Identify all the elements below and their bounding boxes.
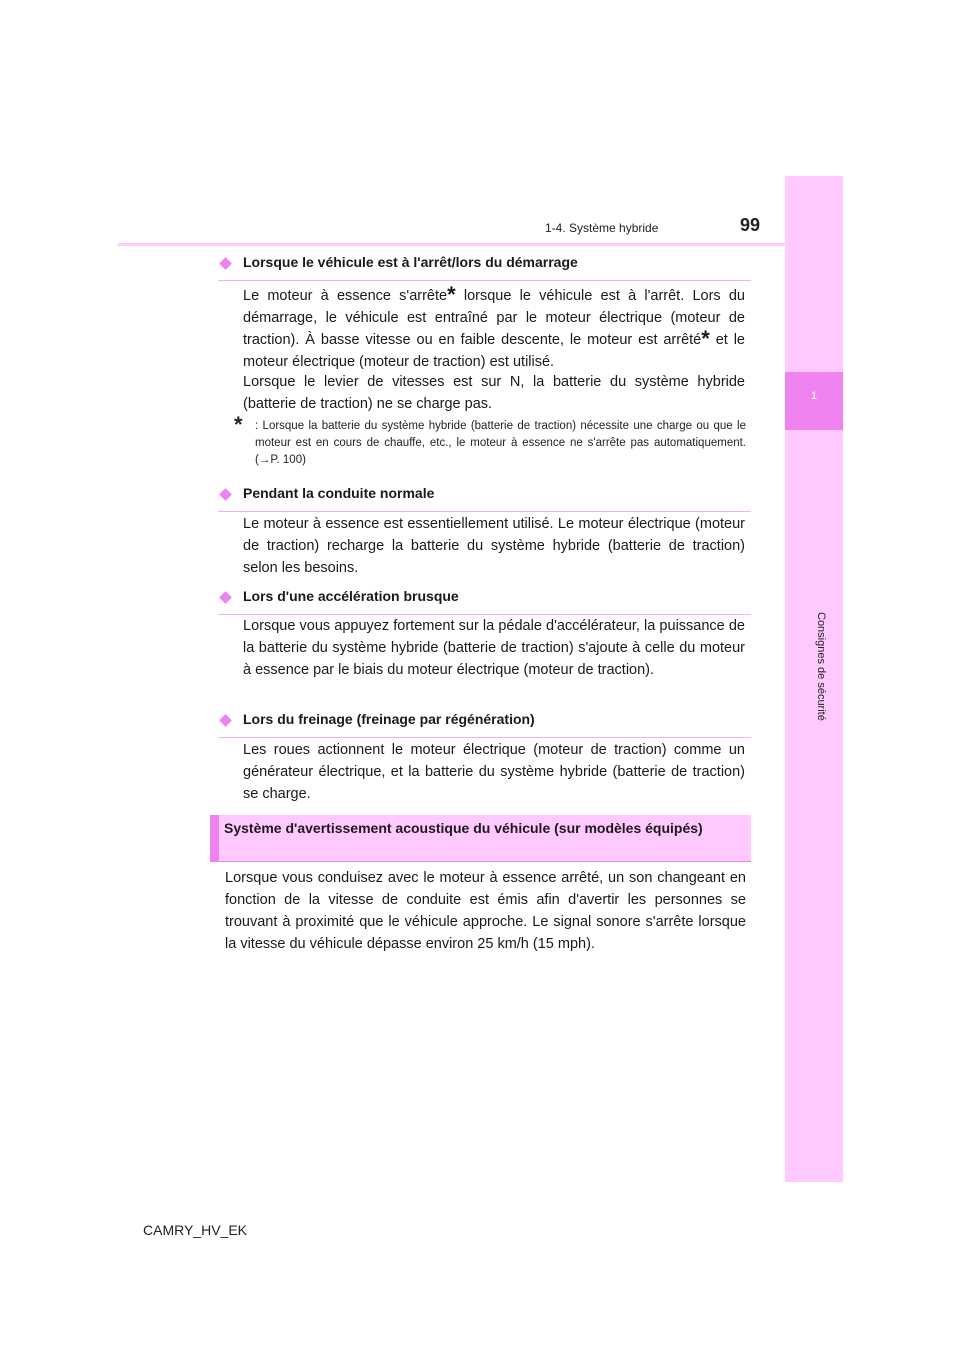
chapter-title: Consignes de sécurité xyxy=(815,612,827,721)
running-header: 1-4. Système hybride xyxy=(545,221,659,235)
paragraph-stop-start-2: Lorsque le levier de vitesses est sur N, la batterie du système hybride (batterie de traction) ne se charge pas. xyxy=(243,374,745,412)
footnote-star-icon: * xyxy=(234,412,243,437)
subsection-heading-braking xyxy=(218,711,751,738)
subsection-heading-normal-driving xyxy=(218,485,751,512)
subsection-heading-stop-start xyxy=(218,254,751,281)
footnote xyxy=(234,412,746,469)
paragraph-acoustic-warning: Lorsque vous conduisez avec le moteur à essence arrêté, un son changeant en fonction de la vitesse de conduite est émis afin d'avertir les personnes se trouvant à proximité que le véhicule approche. Le signal sonore s'arrête lorsque la vitesse du véhicule dépasse environ 25 km/h (15 mph). xyxy=(225,870,746,952)
section-title: Système d'avertissement acoustique du véhicule (sur modèles équipés) xyxy=(224,820,703,836)
section-accent-bar xyxy=(210,815,219,861)
subsection-heading-acceleration xyxy=(218,588,751,615)
diamond-bullet-icon xyxy=(219,714,232,727)
footnote-star-icon: * xyxy=(447,282,456,307)
footnote-text: : Lorsque la batterie du système hybride (batterie de traction) nécessite une charge ou que le moteur est en cours de chauffe, etc., le moteur à essence ne s'arrête pas automatiquement. (→P. 100) xyxy=(255,420,746,466)
subsection-title: Lorsque le véhicule est à l'arrêt/lors du démarrage xyxy=(243,254,578,270)
diamond-bullet-icon xyxy=(219,257,232,270)
paragraph-acceleration: Lorsque vous appuyez fortement sur la pédale d'accélérateur, la puissance de la batterie du système hybride (batterie de traction) s'ajoute à celle du moteur à essence par le biais du moteur électrique (moteur de traction). xyxy=(243,618,745,678)
diamond-bullet-icon xyxy=(219,591,232,604)
header-divider xyxy=(118,243,842,246)
document-code: CAMRY_HV_EK xyxy=(143,1222,248,1238)
subsection-title: Lors d'une accélération brusque xyxy=(243,588,459,604)
paragraph-braking: Les roues actionnent le moteur électrique (moteur de traction) comme un générateur électrique, et la batterie du système hybride (batterie de traction) se charge. xyxy=(243,742,745,802)
section-heading-acoustic-warning xyxy=(210,815,751,862)
page-number: 99 xyxy=(740,215,761,235)
paragraph-normal-driving: Le moteur à essence est essentiellement utilisé. Le moteur électrique (moteur de traction) recharge la batterie du système hybride (batterie de traction) selon les besoins. xyxy=(243,516,745,576)
subsection-title: Lors du freinage (freinage par régénération) xyxy=(243,711,535,727)
paragraph-stop-start-1: Le moteur à essence s'arrête* lorsque le véhicule est à l'arrêt. Lors du démarrage, le véhicule est entraîné par le moteur électrique (moteur de traction). À basse vitesse ou en faible descente, le moteur est arrêté* et le moteur électrique (moteur de traction) est utilisé. xyxy=(243,282,745,370)
chapter-number: 1 xyxy=(810,390,818,402)
footnote-star-icon: * xyxy=(701,326,710,351)
chapter-side-tab xyxy=(785,176,843,1182)
subsection-title: Pendant la conduite normale xyxy=(243,485,435,501)
diamond-bullet-icon xyxy=(219,488,232,501)
